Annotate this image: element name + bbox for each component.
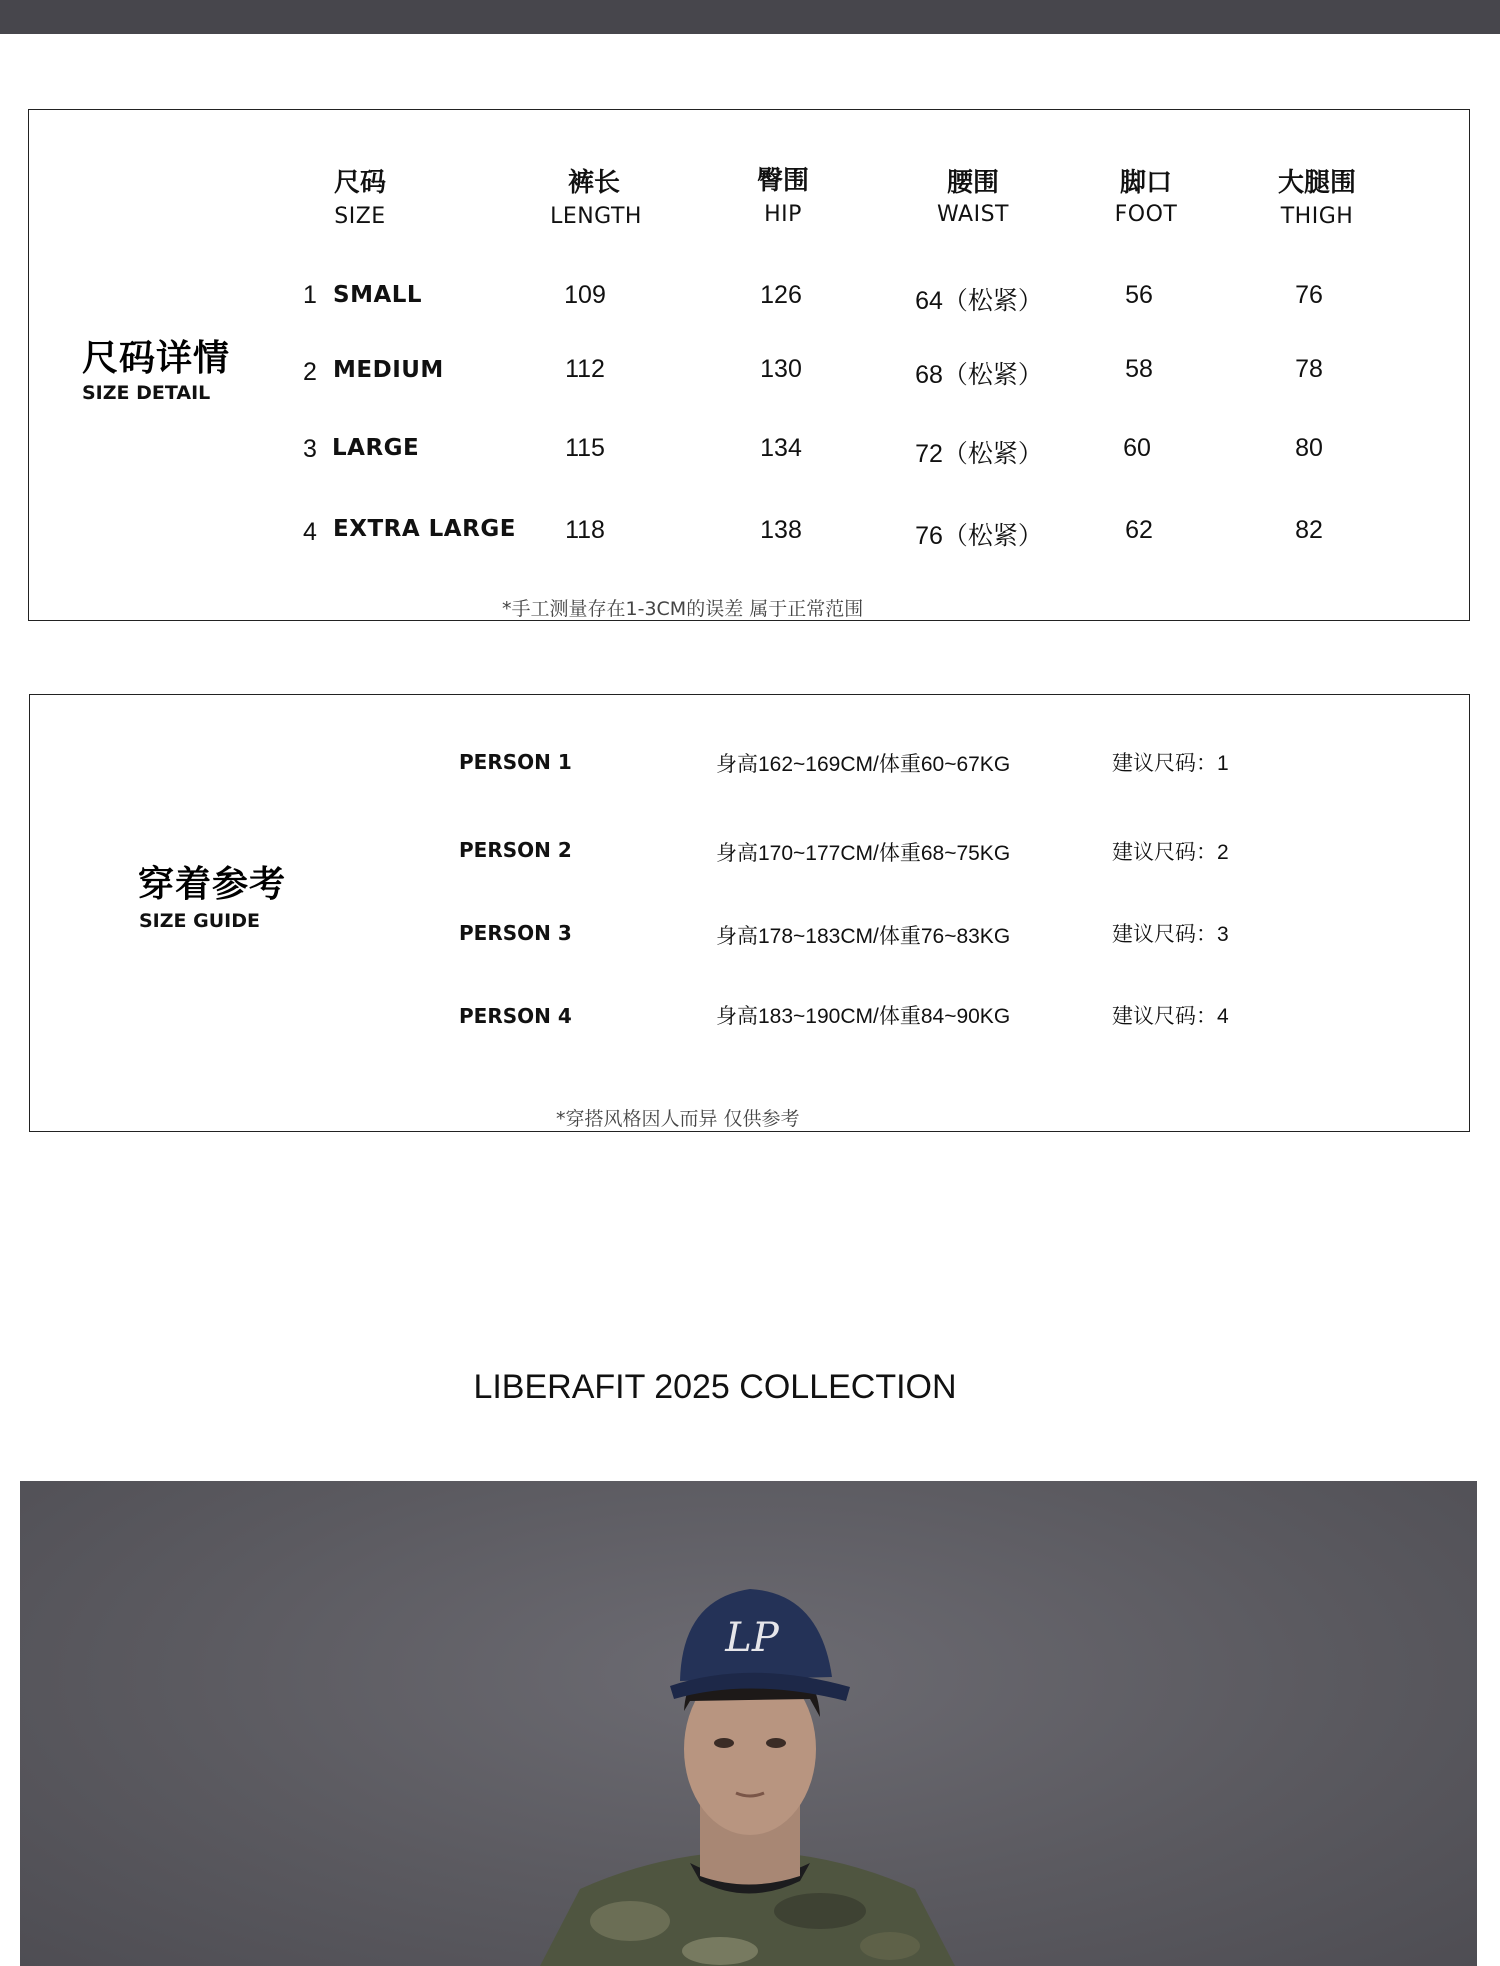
header-waist-cn: 腰围: [946, 168, 999, 198]
header-size-cn: 尺码: [333, 168, 386, 198]
size-row-name: SMALL: [333, 282, 423, 308]
size-row-foot: 62: [1125, 516, 1153, 544]
size-row-thigh: 82: [1295, 516, 1323, 544]
size-row-name: LARGE: [332, 435, 420, 461]
size-row-number: 2: [303, 358, 317, 386]
measurement-note: *手工测量存在1-3CM的误差 属于正常范围: [502, 598, 864, 620]
size-row-hip: 138: [760, 516, 802, 544]
size-row-hip: 134: [760, 434, 802, 462]
header-thigh-cn: 大腿围: [1277, 168, 1356, 198]
guide-recommended-size: 建议尺码：2: [1112, 841, 1229, 864]
header-length-en: LENGTH: [550, 204, 642, 229]
guide-body-measure: 身高162~169CM/体重60~67KG: [716, 753, 1011, 776]
cap-logo-lp: LP: [725, 1615, 779, 1661]
size-row-number: 4: [303, 518, 317, 546]
model-illustration: [20, 1481, 1477, 1966]
size-detail-subtitle: SIZE DETAIL: [82, 382, 211, 404]
header-foot-cn: 脚口: [1119, 168, 1172, 198]
collection-title: LIBERAFIT 2025 COLLECTION: [473, 1368, 957, 1406]
guide-recommended-size: 建议尺码：1: [1112, 752, 1229, 775]
guide-body-measure: 身高183~190CM/体重84~90KG: [716, 1005, 1011, 1028]
size-row-length: 112: [565, 355, 605, 383]
size-row-length: 118: [565, 516, 605, 544]
header-hip-en: HIP: [764, 202, 802, 227]
size-row-waist: 64（松紧）: [915, 287, 1043, 315]
guide-person-label: PERSON 2: [459, 838, 572, 862]
size-row-thigh: 80: [1295, 434, 1323, 462]
size-guide-subtitle: SIZE GUIDE: [139, 910, 260, 932]
guide-person-label: PERSON 3: [459, 921, 572, 945]
header-thigh-en: THIGH: [1280, 204, 1354, 229]
size-row-foot: 56: [1125, 281, 1153, 309]
model-photo: [20, 1481, 1477, 1966]
style-note: *穿搭风格因人而异 仅供参考: [556, 1108, 800, 1130]
guide-person-label: PERSON 4: [459, 1004, 572, 1028]
size-row-hip: 126: [760, 281, 802, 309]
guide-recommended-size: 建议尺码：4: [1112, 1005, 1229, 1028]
size-row-length: 109: [564, 281, 606, 309]
size-row-number: 1: [303, 281, 317, 309]
header-size-en: SIZE: [334, 204, 386, 229]
header-waist-en: WAIST: [937, 202, 1009, 227]
size-row-waist: 72（松紧）: [915, 440, 1043, 468]
size-row-name: MEDIUM: [333, 357, 444, 383]
size-row-name: EXTRA LARGE: [333, 516, 516, 542]
size-row-length: 115: [565, 434, 605, 462]
header-hip-cn: 臀围: [756, 166, 809, 196]
size-guide-title: 穿着参考: [138, 864, 287, 905]
header-foot-en: FOOT: [1114, 202, 1178, 227]
size-detail-title: 尺码详情: [82, 338, 231, 379]
size-row-foot: 60: [1123, 434, 1151, 462]
size-row-waist: 76（松紧）: [915, 522, 1043, 550]
size-row-foot: 58: [1125, 355, 1153, 383]
top-banner-bar: [0, 0, 1500, 34]
guide-body-measure: 身高170~177CM/体重68~75KG: [716, 842, 1011, 865]
header-length-cn: 裤长: [567, 168, 620, 198]
guide-person-label: PERSON 1: [459, 750, 572, 774]
size-row-number: 3: [303, 435, 317, 463]
size-row-thigh: 76: [1295, 281, 1323, 309]
guide-recommended-size: 建议尺码：3: [1112, 923, 1229, 946]
size-row-thigh: 78: [1295, 355, 1323, 383]
size-row-hip: 130: [760, 355, 802, 383]
guide-body-measure: 身高178~183CM/体重76~83KG: [716, 925, 1011, 948]
size-row-waist: 68（松紧）: [915, 361, 1043, 389]
